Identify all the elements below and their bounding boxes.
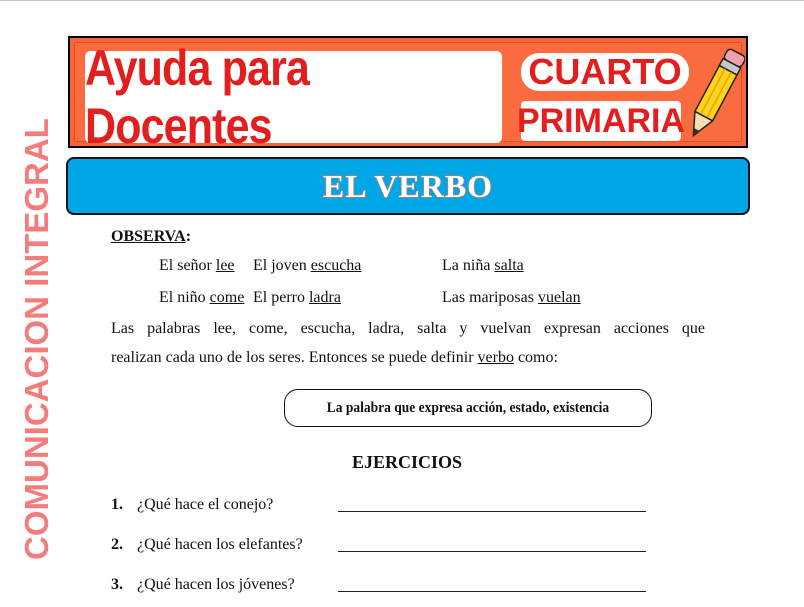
question-2 bbox=[111, 536, 303, 554]
example-verb: come bbox=[209, 289, 245, 306]
example-subject: El niño bbox=[159, 289, 210, 306]
example-subject: El joven bbox=[253, 257, 311, 274]
example-3 bbox=[442, 257, 524, 275]
example-verb: escucha bbox=[310, 257, 362, 274]
site-title: Ayuda para Docentes bbox=[85, 51, 502, 143]
question-text: ¿Qué hacen los elefantes? bbox=[137, 536, 303, 553]
observe-label: OBSERVA bbox=[111, 228, 186, 245]
example-5 bbox=[253, 289, 341, 307]
paragraph-line-2 bbox=[111, 343, 705, 372]
pencil-icon bbox=[685, 43, 745, 147]
answer-line-1[interactable] bbox=[338, 511, 646, 512]
example-verb: salta bbox=[494, 257, 524, 274]
example-6 bbox=[442, 289, 581, 307]
example-verb: vuelan bbox=[537, 289, 581, 306]
paragraph-text-end: como: bbox=[513, 349, 558, 366]
paragraph-line-1: Las palabras lee, come, escucha, ladra, salta y vuelvan expresan acciones que bbox=[111, 320, 705, 337]
observe-heading bbox=[111, 228, 191, 246]
subject-label: COMUNICACION INTEGRAL bbox=[18, 118, 55, 560]
example-4 bbox=[159, 289, 244, 307]
question-1 bbox=[111, 496, 273, 514]
paragraph-text: realizan cada uno de los seres. Entonces se puede definir bbox=[111, 349, 478, 366]
question-number: 1. bbox=[111, 496, 123, 513]
paragraph-term: verbo bbox=[477, 349, 514, 366]
example-verb: ladra bbox=[308, 289, 341, 306]
page-title: EL VERBO bbox=[322, 167, 494, 204]
page-edge bbox=[0, 0, 804, 1]
example-verb: lee bbox=[215, 257, 235, 274]
question-3 bbox=[111, 576, 295, 594]
question-text: ¿Qué hacen los jóvenes? bbox=[137, 576, 295, 593]
example-1 bbox=[159, 257, 235, 275]
answer-line-2[interactable] bbox=[338, 551, 646, 552]
title-bar bbox=[66, 157, 750, 215]
example-2 bbox=[253, 257, 361, 275]
banner-background bbox=[74, 40, 742, 154]
answer-line-3[interactable] bbox=[338, 591, 646, 592]
example-subject: La niña bbox=[442, 257, 495, 274]
grade-line-2: PRIMARIA bbox=[516, 101, 686, 140]
header-banner bbox=[68, 36, 748, 154]
question-number: 2. bbox=[111, 536, 123, 553]
exercises-heading: EJERCICIOS bbox=[352, 452, 463, 472]
question-number: 3. bbox=[111, 576, 123, 593]
definition-box bbox=[284, 389, 652, 427]
example-subject: El perro bbox=[253, 289, 309, 306]
definition-text: La palabra que expresa acción, estado, existencia bbox=[326, 399, 610, 416]
observe-colon: : bbox=[185, 228, 192, 245]
example-subject: El señor bbox=[159, 257, 216, 274]
grade-badge bbox=[516, 51, 691, 141]
question-text: ¿Qué hace el conejo? bbox=[137, 496, 274, 513]
grade-line-1: CUARTO bbox=[521, 53, 689, 91]
example-subject: Las mariposas bbox=[442, 289, 538, 306]
